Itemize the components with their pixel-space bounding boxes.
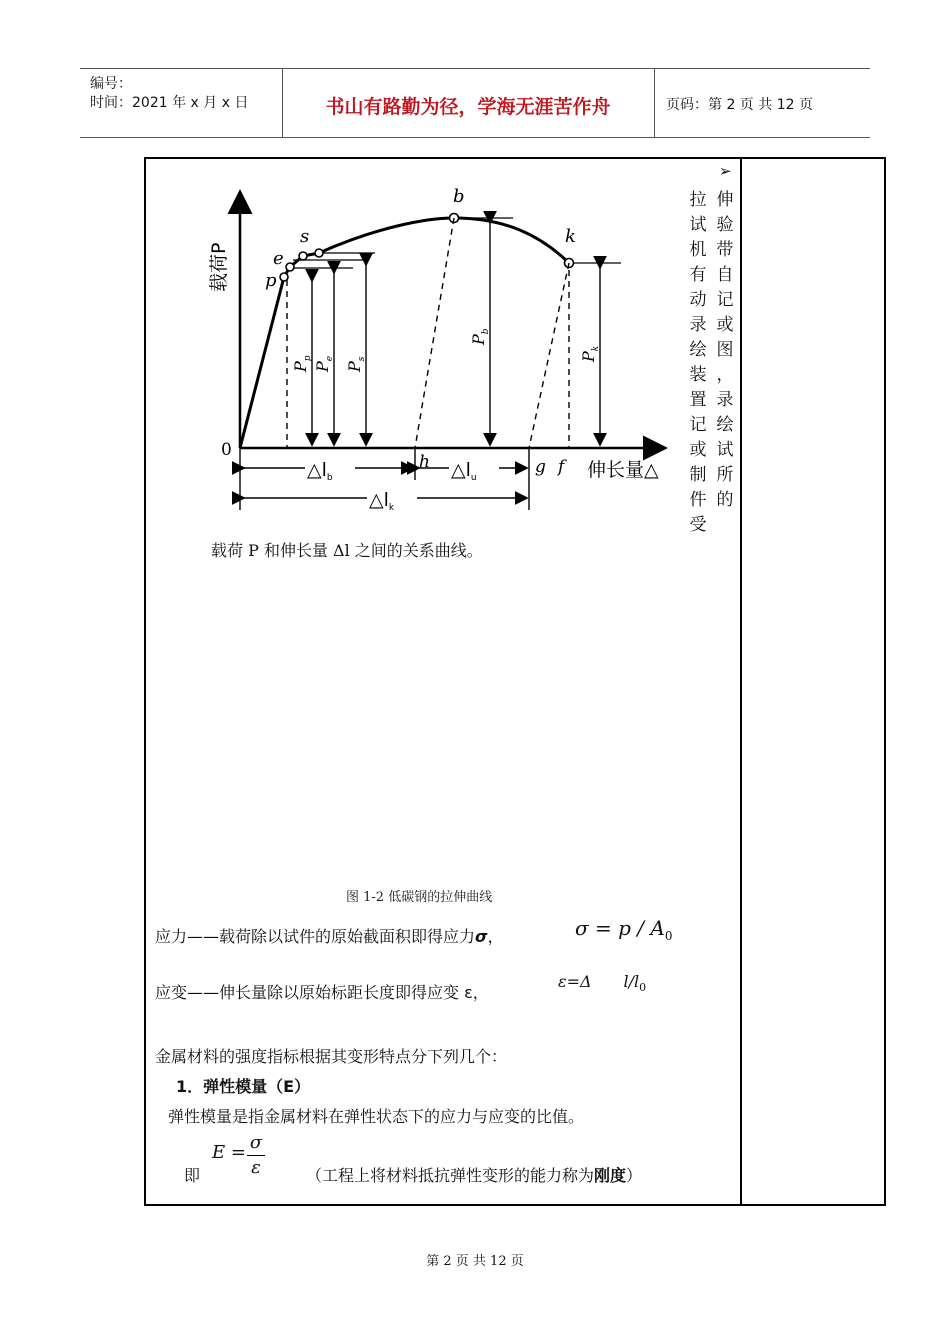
side-right-char: 的	[716, 490, 734, 510]
E-denominator: ε	[251, 1157, 261, 1178]
side-left-char: 绘	[689, 340, 707, 360]
strain-definition: 应变——伸长量除以原始标距长度即得应变 ε，	[155, 983, 489, 1002]
side-right-char: 试	[716, 440, 734, 460]
side-left-char: 记	[689, 415, 707, 435]
side-right-char: 所	[716, 465, 734, 485]
label-p: p	[265, 270, 277, 291]
figure-note: 载荷 P 和伸长量 Δl 之间的关系曲线。	[211, 541, 483, 560]
mark-f: f	[558, 457, 565, 477]
header-motto-cell	[282, 69, 655, 137]
label-b: b	[453, 186, 465, 207]
delta-lb-label: $\triangle l_b$	[307, 459, 333, 483]
svg-text:Pp: $P_p$	[291, 355, 313, 372]
column-divider	[740, 157, 742, 1206]
delta-lk-label: $\triangle l_k$	[369, 489, 395, 513]
origin-label: 0	[221, 440, 232, 460]
side-left-char: 动	[689, 290, 707, 310]
side-right-char: 验	[716, 215, 734, 235]
fraction-bar	[247, 1155, 265, 1156]
page-header	[80, 68, 870, 138]
point-s1-marker	[299, 252, 307, 260]
E-numerator: σ	[249, 1132, 263, 1153]
strain-formula: ε=Δ $l/l_0$	[558, 972, 647, 995]
point-e-marker	[286, 263, 294, 271]
header-meta	[80, 69, 283, 137]
stress-definition: 应力——载荷除以试件的原始截面积即得应力σ，	[155, 927, 504, 946]
side-left-char: 制	[689, 465, 707, 485]
stiffness-note: （工程上将材料抵抗弹性变形的能力称为刚度）	[306, 1166, 643, 1185]
side-left-char: 受	[689, 515, 707, 535]
side-text-right	[714, 188, 736, 513]
strength-intro: 金属材料的强度指标根据其变形特点分下列几个：	[155, 1047, 508, 1066]
side-right-char: 或	[716, 315, 734, 335]
side-left-char: 有	[689, 265, 707, 285]
svg-text:Pe: $P_e$	[313, 355, 335, 372]
stress-formula: $\sigma = p / A_0$	[575, 916, 673, 943]
point-s2-marker	[315, 249, 323, 257]
side-right-char: 带	[716, 240, 734, 260]
side-text-left	[687, 188, 709, 538]
svg-text:Pk: $P_k$	[579, 345, 601, 362]
page-footer: 第 2 页 共 12 页	[426, 1254, 524, 1269]
time-label: 时间：2021 年 x 月 x 日	[90, 95, 249, 111]
side-right-char: 图	[716, 340, 734, 360]
svg-text:Ps: $P_s$	[345, 356, 367, 372]
delta-lu-label: $\triangle l_u$	[451, 459, 477, 483]
mark-g: g	[535, 457, 546, 477]
serial-label: 编号：	[90, 76, 132, 92]
side-left-char: 机	[689, 240, 707, 260]
side-left-char: 件	[689, 490, 707, 510]
y-axis-label: 载荷P	[208, 242, 230, 292]
side-left-char: 录	[689, 315, 707, 335]
section1-desc: 弹性模量是指金属材料在弹性状态下的应力与应变的比值。	[168, 1107, 585, 1126]
header-motto: 书山有路勤为径，学海无涯苦作舟	[325, 96, 611, 118]
E-lhs: E =	[212, 1142, 246, 1163]
side-right-char: 伸	[716, 190, 734, 210]
side-right-char: 录	[716, 390, 734, 410]
figure-caption: 图 1-2 低碳钢的拉伸曲线	[346, 890, 493, 905]
bullet-arrow-icon: ➢	[719, 162, 732, 180]
side-left-char: 置	[689, 390, 707, 410]
mark-h: h	[419, 452, 430, 472]
side-left-char: 拉	[689, 190, 707, 210]
section1-title: 1．弹性模量（E）	[176, 1077, 311, 1096]
label-e: e	[273, 248, 284, 269]
side-left-char: 试	[689, 215, 707, 235]
side-right-char: 记	[716, 290, 734, 310]
side-right-char: 自	[716, 265, 734, 285]
tensile-curve-figure	[195, 180, 675, 520]
header-page-info: 页码：第 2 页 共 12 页	[666, 97, 813, 113]
label-k: k	[565, 226, 576, 247]
label-s: s	[300, 226, 310, 247]
ji-label: 即	[184, 1166, 201, 1185]
side-right-char: ，	[716, 365, 734, 385]
point-p-marker	[280, 273, 288, 281]
side-left-char: 装	[689, 365, 707, 385]
side-right-char: 绘	[716, 415, 734, 435]
tensile-curve	[240, 218, 569, 448]
side-left-char: 或	[689, 440, 707, 460]
svg-text:Pb: $P_b$	[469, 328, 491, 345]
x-axis-label: 伸长量△	[587, 459, 659, 481]
